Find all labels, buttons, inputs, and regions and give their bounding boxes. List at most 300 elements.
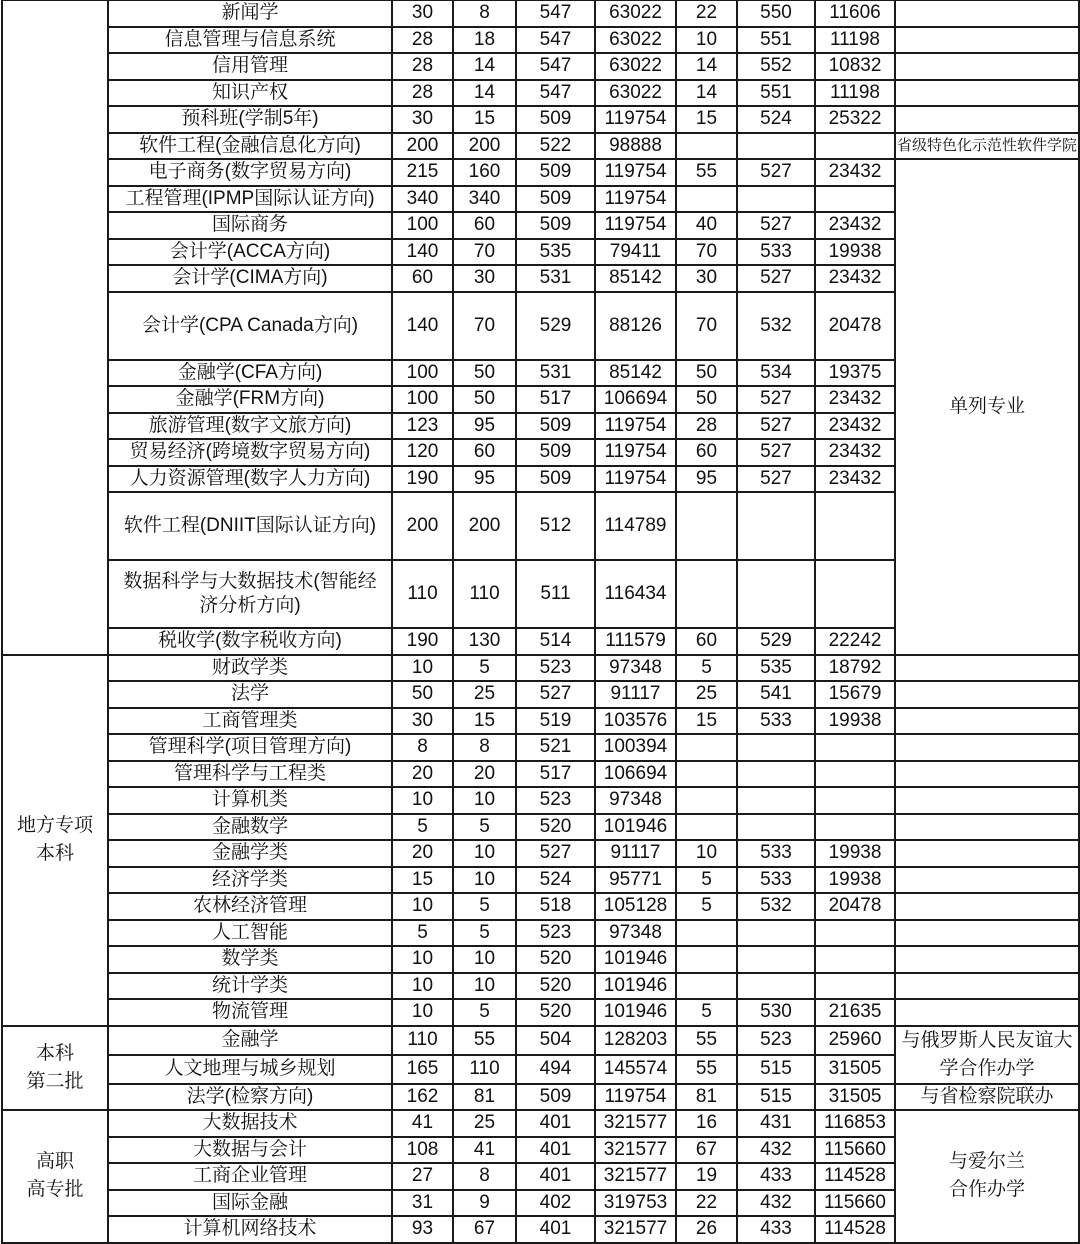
local-min-score <box>737 734 815 761</box>
major-name: 贸易经济(跨境数字贸易方向) <box>108 439 392 466</box>
local-min-score <box>737 761 815 788</box>
plan-total: 140 <box>392 239 453 266</box>
min-score: 523 <box>516 655 595 682</box>
min-rank: 63022 <box>595 0 676 27</box>
plan-count: 110 <box>453 1055 516 1084</box>
major-name: 信息管理与信息系统 <box>108 27 392 54</box>
major-name: 法学(检察方向) <box>108 1084 392 1111</box>
min-rank: 97348 <box>595 787 676 814</box>
plan-total: 10 <box>392 893 453 920</box>
plan-total: 50 <box>392 681 453 708</box>
local-count: 40 <box>676 212 737 239</box>
category-cell <box>2 1026 108 1111</box>
plan-total: 140 <box>392 292 453 360</box>
local-min-score: 529 <box>737 628 815 655</box>
local-min-score: 527 <box>737 386 815 413</box>
min-score: 401 <box>516 1110 595 1137</box>
local-min-rank <box>815 560 895 628</box>
plan-total: 110 <box>392 560 453 628</box>
plan-total: 215 <box>392 159 453 186</box>
plan-total: 30 <box>392 106 453 133</box>
local-min-score: 527 <box>737 212 815 239</box>
min-score: 511 <box>516 560 595 628</box>
local-min-rank: 11198 <box>815 80 895 107</box>
major-name: 工商企业管理 <box>108 1163 392 1190</box>
plan-count: 10 <box>453 867 516 894</box>
plan-total: 123 <box>392 413 453 440</box>
plan-total: 340 <box>392 186 453 213</box>
min-score: 509 <box>516 186 595 213</box>
table-row <box>2 159 1079 186</box>
min-score: 547 <box>516 53 595 80</box>
plan-total: 10 <box>392 999 453 1026</box>
plan-total: 30 <box>392 708 453 735</box>
note-procuratorate: 与省检察院联办 <box>895 1084 1079 1111</box>
local-min-rank: 19938 <box>815 708 895 735</box>
plan-total: 10 <box>392 973 453 1000</box>
major-name: 物流管理 <box>108 999 392 1026</box>
min-rank: 95771 <box>595 867 676 894</box>
min-rank: 114789 <box>595 492 676 560</box>
plan-total: 31 <box>392 1190 453 1217</box>
local-min-rank: 18792 <box>815 655 895 682</box>
plan-count: 200 <box>453 492 516 560</box>
major-name: 金融学 <box>108 1026 392 1055</box>
local-min-rank: 10832 <box>815 53 895 80</box>
min-score: 547 <box>516 80 595 107</box>
plan-count: 95 <box>453 466 516 493</box>
note-cell <box>895 0 1079 27</box>
local-min-rank: 21635 <box>815 999 895 1026</box>
local-count: 26 <box>676 1216 737 1243</box>
min-score: 520 <box>516 973 595 1000</box>
local-min-score: 432 <box>737 1137 815 1164</box>
category-label-line2: 第二批 <box>26 1070 84 1092</box>
major-name: 统计学类 <box>108 973 392 1000</box>
plan-total: 8 <box>392 734 453 761</box>
plan-total: 60 <box>392 265 453 292</box>
local-count: 5 <box>676 867 737 894</box>
category-label-line2: 本科 <box>35 843 74 864</box>
min-score: 514 <box>516 628 595 655</box>
min-rank: 97348 <box>595 920 676 947</box>
note-cell <box>895 681 1079 708</box>
plan-count: 340 <box>453 186 516 213</box>
major-name: 财政学类 <box>108 655 392 682</box>
local-min-score: 523 <box>737 1026 815 1055</box>
plan-count: 70 <box>453 292 516 360</box>
major-name: 旅游管理(数字文旅方向) <box>108 413 392 440</box>
local-count: 95 <box>676 466 737 493</box>
min-rank: 85142 <box>595 360 676 387</box>
local-min-score: 551 <box>737 27 815 54</box>
local-count <box>676 787 737 814</box>
min-score: 401 <box>516 1216 595 1243</box>
local-min-rank <box>815 787 895 814</box>
plan-count: 8 <box>453 1163 516 1190</box>
local-min-rank: 22242 <box>815 628 895 655</box>
local-min-score <box>737 787 815 814</box>
plan-count: 55 <box>453 1026 516 1055</box>
plan-count: 110 <box>453 560 516 628</box>
local-min-score: 532 <box>737 292 815 360</box>
local-min-score: 552 <box>737 53 815 80</box>
local-count <box>676 973 737 1000</box>
plan-count: 10 <box>453 787 516 814</box>
category-cell <box>2 655 108 1026</box>
table-row <box>2 761 1079 788</box>
plan-count: 25 <box>453 681 516 708</box>
note-cell <box>895 655 1079 682</box>
note-cell <box>895 814 1079 841</box>
local-min-rank: 20478 <box>815 292 895 360</box>
plan-count: 70 <box>453 239 516 266</box>
min-rank: 119754 <box>595 1084 676 1111</box>
min-rank: 91117 <box>595 681 676 708</box>
local-min-rank: 15679 <box>815 681 895 708</box>
min-score: 519 <box>516 708 595 735</box>
local-count: 67 <box>676 1137 737 1164</box>
note-cell <box>895 867 1079 894</box>
local-min-score: 550 <box>737 0 815 27</box>
local-min-rank: 23432 <box>815 413 895 440</box>
local-count: 16 <box>676 1110 737 1137</box>
table-body <box>2 0 1079 1243</box>
major-name: 预科班(学制5年) <box>108 106 392 133</box>
local-min-score: 530 <box>737 999 815 1026</box>
local-count: 22 <box>676 0 737 27</box>
table-row <box>2 999 1079 1026</box>
min-rank: 63022 <box>595 80 676 107</box>
min-score: 520 <box>516 946 595 973</box>
plan-count: 5 <box>453 814 516 841</box>
min-rank: 116434 <box>595 560 676 628</box>
plan-total: 10 <box>392 946 453 973</box>
major-name: 国际金融 <box>108 1190 392 1217</box>
note-cell <box>895 840 1079 867</box>
category-label-line2: 高专批 <box>26 1179 84 1201</box>
table-row <box>2 681 1079 708</box>
local-min-rank: 23432 <box>815 159 895 186</box>
plan-total: 10 <box>392 655 453 682</box>
local-min-rank <box>815 186 895 213</box>
plan-count: 160 <box>453 159 516 186</box>
local-count: 55 <box>676 1026 737 1055</box>
min-score: 494 <box>516 1055 595 1084</box>
local-min-score: 532 <box>737 893 815 920</box>
local-min-rank <box>815 920 895 947</box>
plan-count: 5 <box>453 655 516 682</box>
local-count: 19 <box>676 1163 737 1190</box>
major-name: 金融数学 <box>108 814 392 841</box>
table-row <box>2 133 1079 160</box>
local-min-score <box>737 186 815 213</box>
min-score: 529 <box>516 292 595 360</box>
min-rank: 128203 <box>595 1026 676 1055</box>
local-min-score <box>737 133 815 160</box>
major-name: 人力资源管理(数字人力方向) <box>108 466 392 493</box>
local-count: 10 <box>676 27 737 54</box>
min-rank: 319753 <box>595 1190 676 1217</box>
local-count <box>676 133 737 160</box>
min-rank: 101946 <box>595 999 676 1026</box>
plan-total: 100 <box>392 386 453 413</box>
local-min-rank: 114528 <box>815 1163 895 1190</box>
local-count <box>676 946 737 973</box>
major-name: 数学类 <box>108 946 392 973</box>
min-score: 522 <box>516 133 595 160</box>
major-name: 知识产权 <box>108 80 392 107</box>
min-score: 535 <box>516 239 595 266</box>
plan-count: 20 <box>453 761 516 788</box>
major-name: 经济学类 <box>108 867 392 894</box>
major-name: 新闻学 <box>108 0 392 27</box>
category-cell <box>2 0 108 655</box>
plan-count: 10 <box>453 973 516 1000</box>
min-rank: 321577 <box>595 1216 676 1243</box>
plan-count: 200 <box>453 133 516 160</box>
local-count: 70 <box>676 292 737 360</box>
note-cell: 省级特色化示范性软件学院 <box>895 133 1079 160</box>
table-row <box>2 1110 1079 1137</box>
major-name: 软件工程(金融信息化方向) <box>108 133 392 160</box>
min-rank: 119754 <box>595 413 676 440</box>
note-cell <box>895 787 1079 814</box>
table-row <box>2 734 1079 761</box>
plan-total: 28 <box>392 80 453 107</box>
plan-count: 18 <box>453 27 516 54</box>
min-rank: 106694 <box>595 761 676 788</box>
plan-count: 81 <box>453 1084 516 1111</box>
plan-count: 9 <box>453 1190 516 1217</box>
local-min-score <box>737 560 815 628</box>
local-count: 55 <box>676 159 737 186</box>
table-row <box>2 0 1079 27</box>
local-min-score <box>737 946 815 973</box>
plan-total: 27 <box>392 1163 453 1190</box>
local-count: 70 <box>676 239 737 266</box>
local-min-score: 515 <box>737 1055 815 1084</box>
major-name: 工商管理类 <box>108 708 392 735</box>
plan-count: 130 <box>453 628 516 655</box>
local-count: 60 <box>676 628 737 655</box>
major-name: 农林经济管理 <box>108 893 392 920</box>
min-rank: 63022 <box>595 27 676 54</box>
min-score: 520 <box>516 999 595 1026</box>
local-min-score: 533 <box>737 840 815 867</box>
local-count: 10 <box>676 840 737 867</box>
min-score: 517 <box>516 761 595 788</box>
note-cell <box>895 920 1079 947</box>
note-cell <box>895 973 1079 1000</box>
min-rank: 119754 <box>595 159 676 186</box>
local-min-score: 551 <box>737 80 815 107</box>
local-min-score: 432 <box>737 1190 815 1217</box>
note-cell <box>895 80 1079 107</box>
min-score: 527 <box>516 840 595 867</box>
min-rank: 103576 <box>595 708 676 735</box>
plan-total: 30 <box>392 0 453 27</box>
local-count: 50 <box>676 360 737 387</box>
min-score: 509 <box>516 439 595 466</box>
major-name: 信用管理 <box>108 53 392 80</box>
min-score: 547 <box>516 27 595 54</box>
local-count: 14 <box>676 80 737 107</box>
local-min-rank: 31505 <box>815 1055 895 1084</box>
min-score: 509 <box>516 106 595 133</box>
plan-total: 200 <box>392 133 453 160</box>
local-min-rank <box>815 946 895 973</box>
major-name: 计算机类 <box>108 787 392 814</box>
local-min-rank <box>815 761 895 788</box>
local-min-score: 527 <box>737 159 815 186</box>
table-row <box>2 655 1079 682</box>
local-count: 5 <box>676 999 737 1026</box>
plan-total: 120 <box>392 439 453 466</box>
min-score: 523 <box>516 787 595 814</box>
local-min-score: 541 <box>737 681 815 708</box>
min-rank: 321577 <box>595 1110 676 1137</box>
plan-total: 28 <box>392 27 453 54</box>
table-row <box>2 920 1079 947</box>
local-count <box>676 814 737 841</box>
major-name: 软件工程(DNIIT国际认证方向) <box>108 492 392 560</box>
local-min-score <box>737 814 815 841</box>
local-min-rank: 23432 <box>815 386 895 413</box>
plan-total: 190 <box>392 628 453 655</box>
table-row <box>2 946 1079 973</box>
min-rank: 63022 <box>595 53 676 80</box>
plan-total: 93 <box>392 1216 453 1243</box>
local-min-rank <box>815 973 895 1000</box>
local-min-rank: 11606 <box>815 0 895 27</box>
local-min-rank: 23432 <box>815 466 895 493</box>
note-merged-single-list: 单列专业 <box>895 159 1079 655</box>
min-score: 547 <box>516 0 595 27</box>
local-min-rank: 114528 <box>815 1216 895 1243</box>
min-score: 531 <box>516 265 595 292</box>
plan-total: 190 <box>392 466 453 493</box>
min-rank: 88126 <box>595 292 676 360</box>
min-score: 402 <box>516 1190 595 1217</box>
min-rank: 100394 <box>595 734 676 761</box>
table-row <box>2 840 1079 867</box>
local-min-rank: 25322 <box>815 106 895 133</box>
local-min-rank: 11198 <box>815 27 895 54</box>
admission-score-table <box>1 0 1080 1244</box>
table-row <box>2 893 1079 920</box>
local-min-rank: 23432 <box>815 212 895 239</box>
local-count: 15 <box>676 708 737 735</box>
major-name: 大数据技术 <box>108 1110 392 1137</box>
table-row <box>2 106 1079 133</box>
local-min-score: 524 <box>737 106 815 133</box>
category-cell <box>2 1110 108 1243</box>
plan-count: 95 <box>453 413 516 440</box>
category-label-line1: 高职 <box>35 1151 74 1173</box>
note-cell <box>895 761 1079 788</box>
local-count: 28 <box>676 413 737 440</box>
local-count <box>676 761 737 788</box>
plan-count: 8 <box>453 0 516 27</box>
major-name: 管理科学(项目管理方向) <box>108 734 392 761</box>
note-ireland-cooperation <box>895 1110 1079 1243</box>
table-row <box>2 53 1079 80</box>
min-score: 509 <box>516 212 595 239</box>
plan-count: 14 <box>453 53 516 80</box>
plan-total: 10 <box>392 787 453 814</box>
local-count: 81 <box>676 1084 737 1111</box>
table-row <box>2 814 1079 841</box>
min-rank: 79411 <box>595 239 676 266</box>
plan-total: 100 <box>392 212 453 239</box>
major-name: 人文地理与城乡规划 <box>108 1055 392 1084</box>
local-count: 14 <box>676 53 737 80</box>
major-name: 会计学(ACCA方向) <box>108 239 392 266</box>
local-min-score: 527 <box>737 413 815 440</box>
major-name: 国际商务 <box>108 212 392 239</box>
plan-count: 41 <box>453 1137 516 1164</box>
min-rank: 101946 <box>595 973 676 1000</box>
local-min-score: 527 <box>737 466 815 493</box>
min-score: 520 <box>516 814 595 841</box>
local-min-score <box>737 920 815 947</box>
min-rank: 91117 <box>595 840 676 867</box>
plan-total: 162 <box>392 1084 453 1111</box>
local-min-rank: 23432 <box>815 439 895 466</box>
major-name: 金融学(CFA方向) <box>108 360 392 387</box>
local-count: 22 <box>676 1190 737 1217</box>
local-count: 60 <box>676 439 737 466</box>
major-name: 计算机网络技术 <box>108 1216 392 1243</box>
local-count: 25 <box>676 681 737 708</box>
min-rank: 119754 <box>595 212 676 239</box>
local-min-score: 533 <box>737 708 815 735</box>
table-row <box>2 1084 1079 1111</box>
major-name: 法学 <box>108 681 392 708</box>
local-min-rank <box>815 133 895 160</box>
min-rank: 321577 <box>595 1137 676 1164</box>
min-score: 517 <box>516 386 595 413</box>
min-score: 521 <box>516 734 595 761</box>
local-min-score: 534 <box>737 360 815 387</box>
plan-total: 20 <box>392 840 453 867</box>
local-count <box>676 920 737 947</box>
note-cell <box>895 946 1079 973</box>
plan-count: 50 <box>453 360 516 387</box>
local-count: 30 <box>676 265 737 292</box>
major-name: 大数据与会计 <box>108 1137 392 1164</box>
min-rank: 101946 <box>595 946 676 973</box>
local-min-rank <box>815 814 895 841</box>
plan-total: 165 <box>392 1055 453 1084</box>
min-score: 509 <box>516 413 595 440</box>
min-score: 523 <box>516 920 595 947</box>
table-row <box>2 80 1079 107</box>
local-min-score <box>737 492 815 560</box>
note-cell <box>895 53 1079 80</box>
category-label-line1: 地方专项 <box>16 815 93 836</box>
major-name: 金融学类 <box>108 840 392 867</box>
local-count <box>676 492 737 560</box>
min-rank: 101946 <box>595 814 676 841</box>
min-rank: 97348 <box>595 655 676 682</box>
plan-count: 5 <box>453 893 516 920</box>
plan-count: 67 <box>453 1216 516 1243</box>
local-count: 50 <box>676 386 737 413</box>
min-score: 527 <box>516 681 595 708</box>
min-score: 518 <box>516 893 595 920</box>
